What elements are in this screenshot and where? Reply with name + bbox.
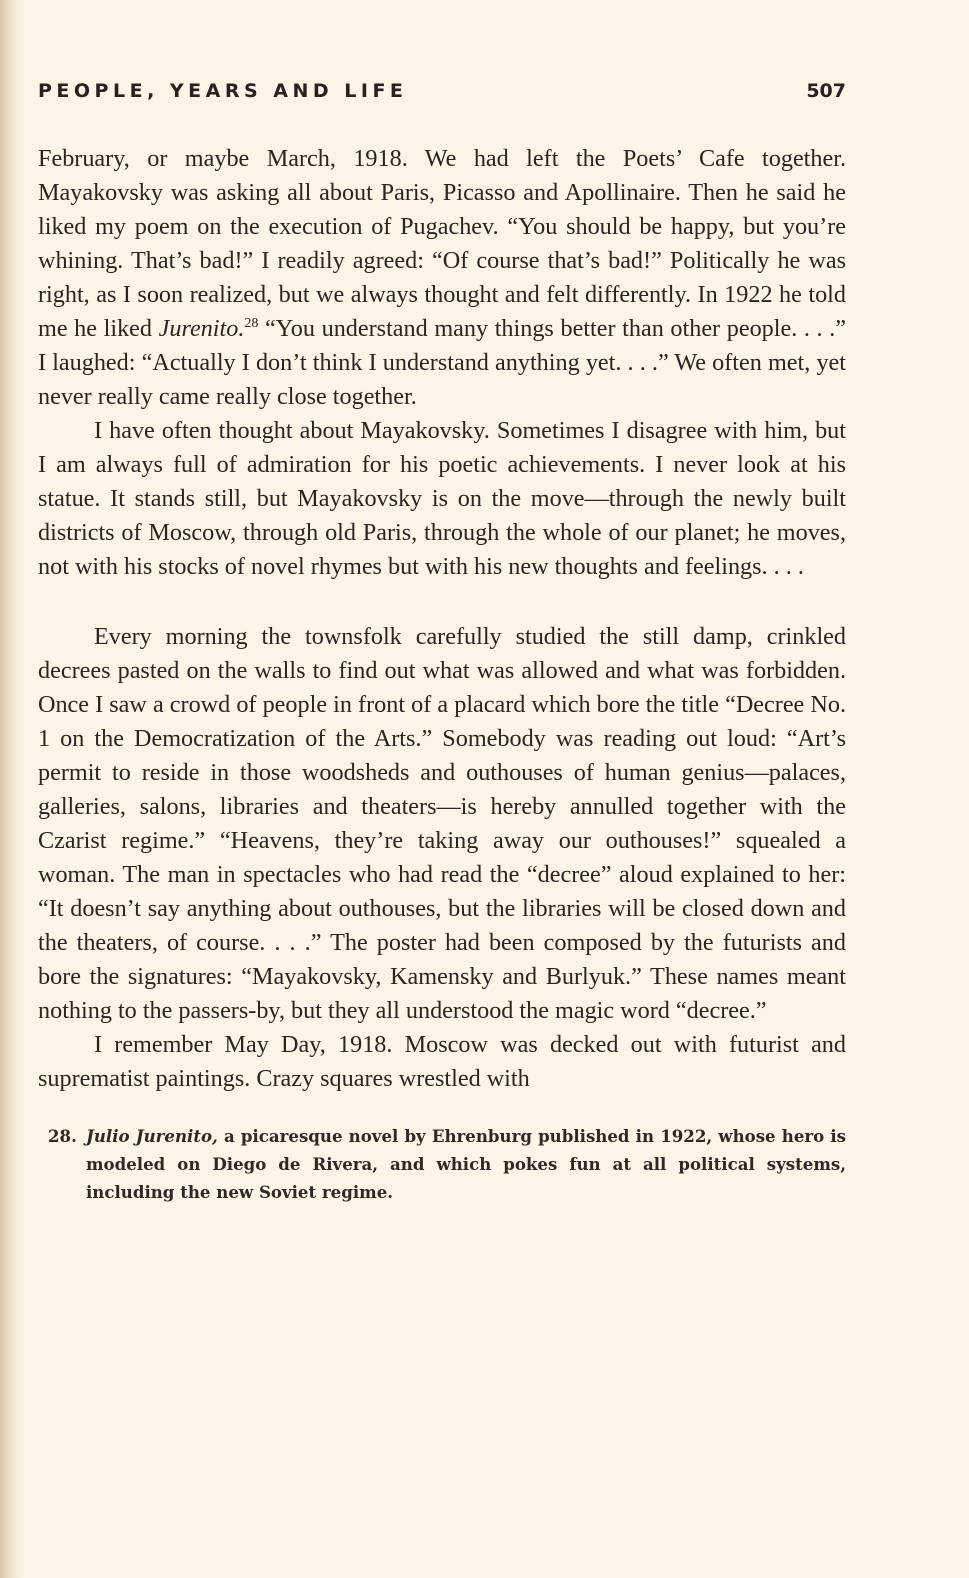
book-page bbox=[38, 80, 846, 1206]
footnote-reference-28[interactable]: 28 bbox=[244, 315, 259, 331]
paragraph-4: I remember May Day, 1918. Moscow was decked out with futurist and suprematist paintings. Crazy squares wrestled with bbox=[38, 1031, 846, 1092]
running-head bbox=[38, 80, 846, 110]
book-gutter-shadow bbox=[0, 0, 24, 1578]
paragraph-3: Every morning the townsfolk carefully studied the still damp, crinkled decrees pasted on the walls to find out what was allowed and what was forbidden. Once I saw a crowd of people in front of a placard which bore the title “Decree No. 1 on the Democratization of the Arts.” Somebody was reading out loud: “Art’s permit to reside in those woodsheds and outhouses of human genius—palaces, galleries, salons, libraries and theaters—is hereby annulled together with the Czarist regime.” “Heavens, they’re taking away our outhouses!” squealed a woman. The man in spectacles who had read the “decree” aloud explained to her: “It doesn’t say anything about outhouses, but the libraries will be closed down and the theaters, of course. . . .” The poster had been composed by the futurists and bore the signatures: “Mayakovsky, Kamensky and Burlyuk.” These names meant nothing to the passers-by, but they all understood the magic word “decree.” bbox=[38, 623, 846, 1024]
body-text bbox=[38, 142, 846, 1096]
footnote-book-title: Julio Jurenito, bbox=[86, 1126, 218, 1146]
paragraph-1 bbox=[38, 142, 846, 414]
paragraph-2: I have often thought about Mayakovsky. Sometimes I disagree with him, but I am always full of admiration for his poetic achievements. I never look at his statue. It stands still, but Mayakovsky is on the move—through the newly built districts of Moscow, through old Paris, through the whole of our planet; he moves, not with his stocks of novel rhymes but with his new thoughts and feelings. . . . bbox=[38, 417, 846, 580]
book-title-jurenito: Jurenito. bbox=[158, 315, 245, 342]
footnote-number: 28. bbox=[48, 1126, 77, 1146]
footnote-28 bbox=[38, 1122, 846, 1206]
running-title: PEOPLE, YEARS AND LIFE bbox=[38, 80, 408, 102]
paragraph-1-text-a: February, or maybe March, 1918. We had left the Poets’ Cafe together. Mayakovsky was asking all about Paris, Picasso and Apollinaire. Then he said he liked my poem on the execution of Pugachev. “You should be happy, but you’re whining. That’s bad!” I readily agreed: “Of course that’s bad!” Politically he was right, as I soon realized, but we always thought and felt differently. In 1922 he told me he liked bbox=[38, 145, 846, 342]
page-number: 507 bbox=[806, 80, 846, 102]
paragraph-1-text-b: “You understand many things better than other people. . . .” I laughed: “Actually I don’t think I understand anything yet. . . .” We often met, yet never really came really close together. bbox=[38, 315, 847, 410]
footnote-text: a picaresque novel by Ehrenburg published in 1922, whose hero is modeled on Diego de Rivera, and which pokes fun at all political systems, including the new Soviet regime. bbox=[86, 1126, 846, 1202]
